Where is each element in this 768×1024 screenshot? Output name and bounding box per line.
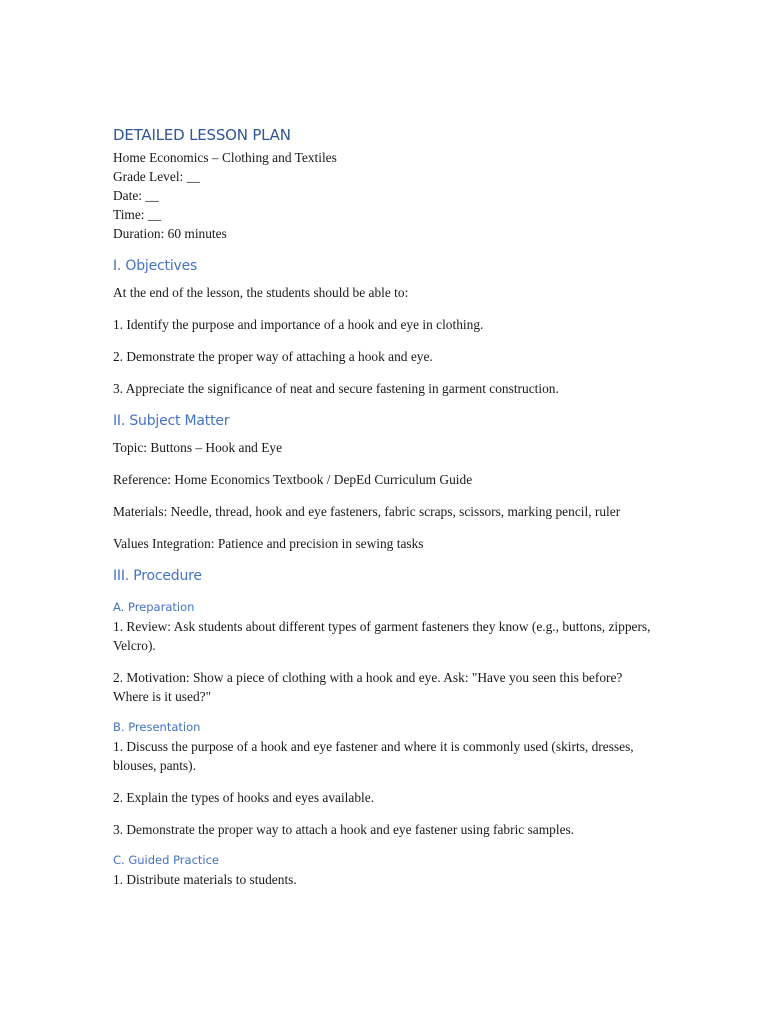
presentation-item: 2. Explain the types of hooks and eyes available. [113,790,375,805]
objective-item: 3. Appreciate the significance of neat and secure fastening in garment construction. [113,381,559,396]
objective-item: 1. Identify the purpose and importance of a hook and eye in clothing. [113,317,484,332]
meta-duration: Duration: 60 minutes [113,226,227,241]
subject-topic: Topic: Buttons – Hook and Eye [113,440,283,455]
subject-materials: Materials: Needle, thread, hook and eye fasteners, fabric scraps, scissors, marking pencil, ruler [113,504,621,519]
subject-reference: Reference: Home Economics Textbook / DepEd Curriculum Guide [113,472,473,487]
presentation-item: 1. Discuss the purpose of a hook and eye fastener and where it is commonly used (skirts, dresses, blouses, pants). [113,739,634,773]
document-meta [113,148,658,243]
section-heading-objectives: I. Objectives [113,258,198,274]
preparation-item: 1. Review: Ask students about different types of garment fasteners they know (e.g., buttons, zippers, Velcro). [113,619,651,653]
subheading-preparation: A. Preparation [113,600,195,614]
preparation-item: 2. Motivation: Show a piece of clothing with a hook and eye. Ask: "Have you seen this before? Where is it used?" [113,670,623,704]
meta-subject: Home Economics – Clothing and Textiles [113,150,337,165]
document-title: DETAILED LESSON PLAN [113,126,291,144]
section-heading-procedure: III. Procedure [113,568,202,584]
meta-time: Time: __ [113,207,162,222]
objectives-intro: At the end of the lesson, the students should be able to: [113,285,409,300]
presentation-item: 3. Demonstrate the proper way to attach a hook and eye fastener using fabric samples. [113,822,575,837]
document-page [113,125,658,889]
section-heading-subject-matter: II. Subject Matter [113,413,230,429]
objective-item: 2. Demonstrate the proper way of attaching a hook and eye. [113,349,433,364]
subject-values-integration: Values Integration: Patience and precision in sewing tasks [113,536,424,551]
meta-grade-level: Grade Level: __ [113,169,200,184]
guided-practice-item: 1. Distribute materials to students. [113,872,297,887]
subheading-presentation: B. Presentation [113,720,201,734]
meta-date: Date: __ [113,188,159,203]
subheading-guided-practice: C. Guided Practice [113,853,219,867]
